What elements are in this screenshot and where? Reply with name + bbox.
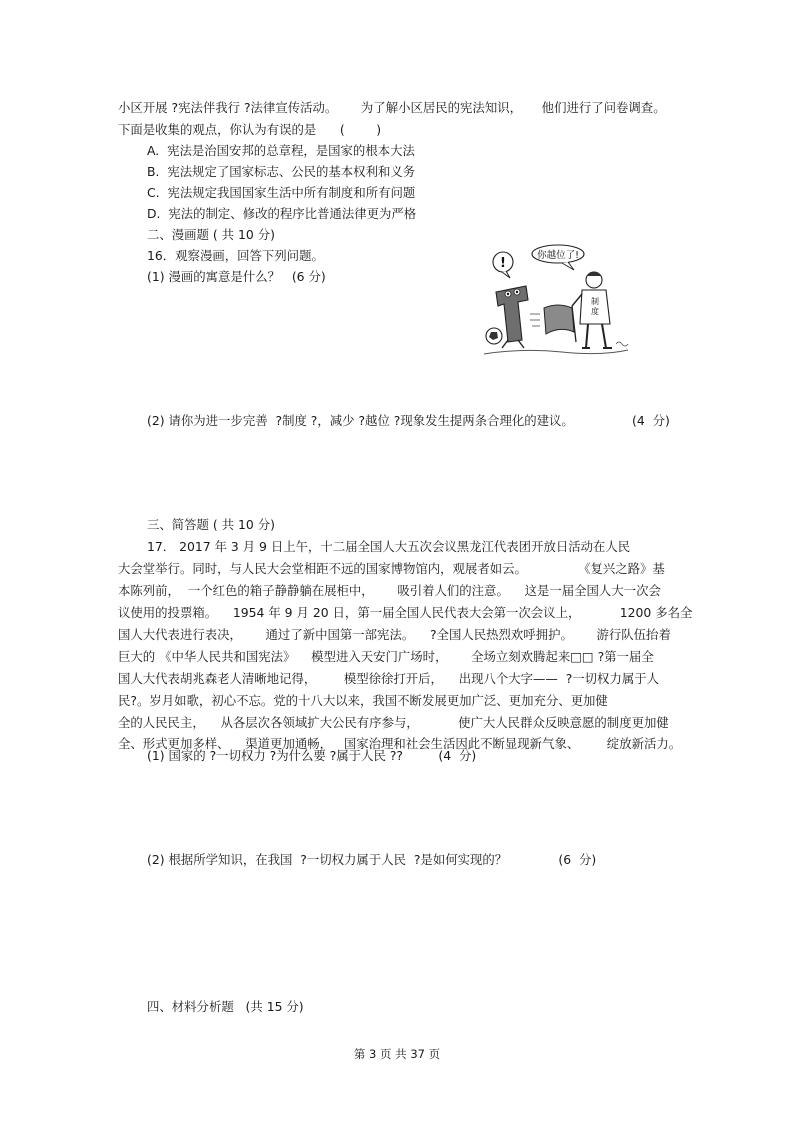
cartoon-exclaim-text: !	[500, 256, 506, 271]
q17-line-9: 全的人民民主， 从各层次各领域扩大公民有序参与， 使广大人民群众反映意愿的制度更加健	[118, 715, 669, 730]
q17-line-5: 国人大代表进行表决， 通过了新中国第一部宪法。 ?全国人民热烈欢呼拥护。 游行队伍抬着	[118, 627, 671, 642]
q17-line-6: 巨大的 《中华人民共和国宪法》 模型进入天安门广场时， 全场立刻欢腾起来□□ ?第一届全	[118, 649, 654, 664]
section4-heading: 四、材料分析题 (共 15 分)	[147, 999, 304, 1014]
section2-heading: 二、漫画题 ( 共 10 分)	[147, 227, 275, 242]
q15-stem-line1: 小区开展 ?宪法伴我行 ?法律宣传活动。 为了解小区居民的宪法知识， 他们进行了问卷调查。	[118, 100, 666, 115]
q15-option-c: C. 宪法规定我国国家生活中所有制度和所有问题	[147, 185, 416, 200]
q15-option-d: D. 宪法的制定、修改的程序比普通法律更为严格	[147, 206, 417, 221]
svg-text:度: 度	[591, 307, 599, 316]
cartoon-illustration	[482, 244, 630, 358]
q17-line-7: 国人大代表胡兆森老人清晰地记得， 模型徐徐打开后， 出现八个大字—— ?一切权力属于人	[118, 671, 660, 686]
q15-stem-line2: 下面是收集的观点，你认为有误的是 ( )	[118, 122, 382, 137]
q16-part2-score: (4 分)	[632, 413, 670, 428]
q17-line-10: 全、形式更加多样、 渠道更加通畅， 国家治理和社会生活因此不断显现新气象、 绽放新活力。	[118, 736, 682, 751]
q15-option-b: B. 宪法规定了国家标志、公民的基本权利和义务	[147, 164, 416, 179]
q16-stem: 16．观察漫画，回答下列问题。	[147, 248, 324, 263]
page-number: 第 3 页 共 37 页	[353, 1047, 441, 1061]
q16-part1: (1) 漫画的寓意是什么？ (6 分)	[147, 269, 326, 284]
section3-heading: 三、简答题 ( 共 10 分)	[147, 517, 275, 532]
q17-part2: (2) 根据所学知识，在我国 ?一切权力属于人民 ?是如何实现的？ (6 分)	[147, 852, 597, 867]
svg-text:制: 制	[591, 297, 599, 306]
q16-part2: (2) 请你为进一步完善 ?制度 ?，减少 ?越位 ?现象发生提两条合理化的建议。	[147, 413, 574, 428]
q17-line-8: 民?。岁月如歌，初心不忘。党的十八大以来，我国不断发展更加广泛、更加充分、更加健	[118, 693, 608, 708]
q17-line-2: 大会堂举行。同时，与人民大会堂相距不远的国家博物馆内，观展者如云。 《复兴之路》基	[118, 561, 665, 576]
q17-part1: (1) 国家的 ?一切权力 ?为什么要 ?属于人民 ?? (4 分)	[147, 748, 477, 763]
q17-line-4: 议使用的投票箱。 1954 年 9 月 20 日，第一届全国人民代表大会第一次会议上， 1200 多名全	[118, 605, 693, 620]
cartoon-bubble-text: 你越位了!	[537, 250, 579, 261]
q15-option-a: A. 宪法是治国安邦的总章程，是国家的根本大法	[147, 143, 415, 158]
q17-line-3: 本陈列前， 一个红色的箱子静静躺在展柜中， 吸引着人们的注意。 这是一届全国人大一次会	[118, 583, 661, 598]
q17-line-1: 17． 2017 年 3 月 9 日上午，十二届全国人大五次会议黑龙江代表团开放日活动在人民	[147, 539, 631, 554]
